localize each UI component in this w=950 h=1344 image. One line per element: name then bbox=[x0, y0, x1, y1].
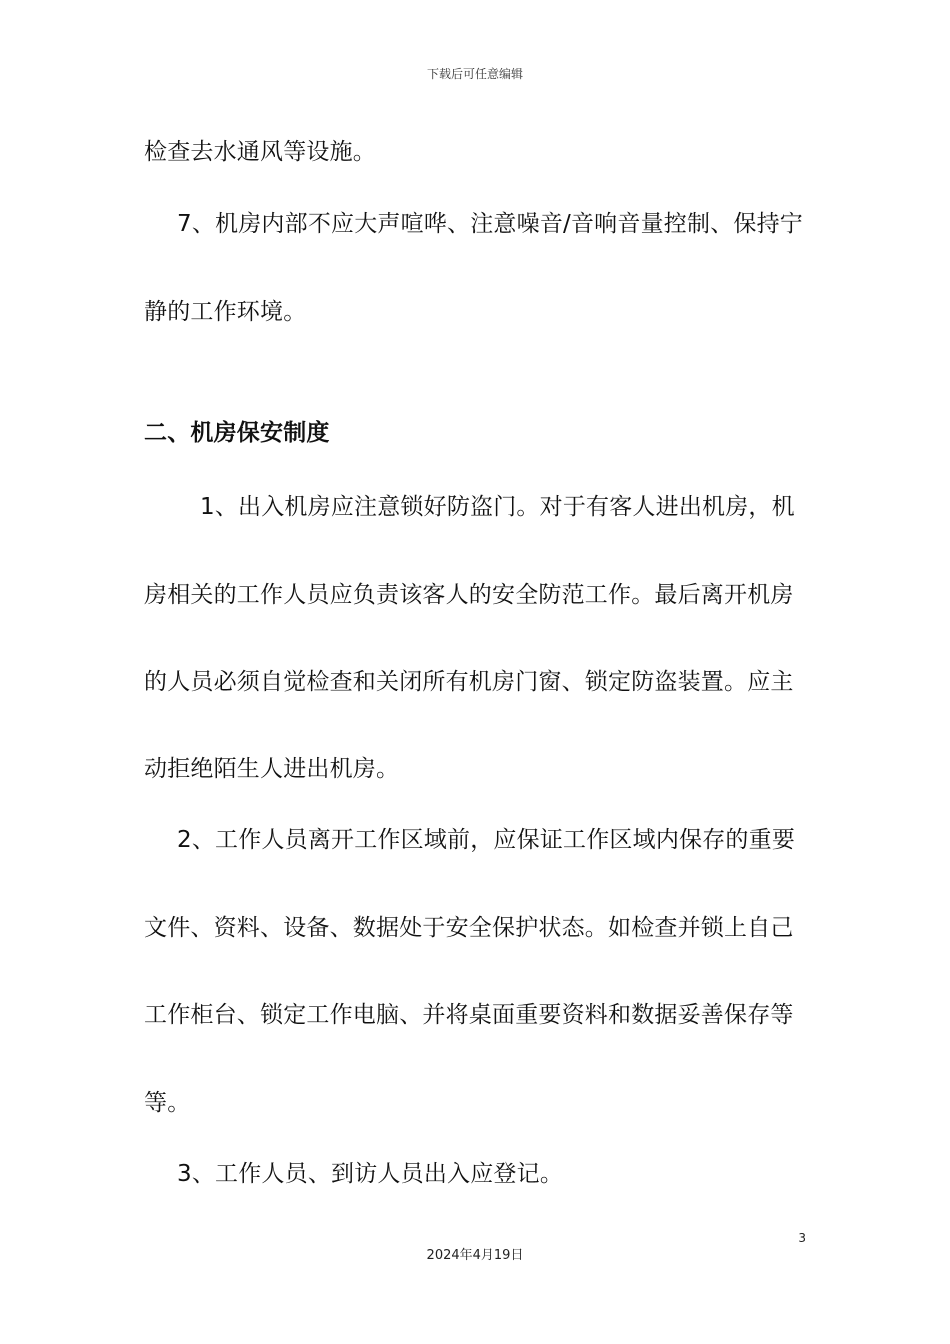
page-date: 2024年4月19日 bbox=[426, 1248, 524, 1263]
body-line-13: 3、工作人员、到访人员出入应登记。 bbox=[177, 1161, 564, 1187]
body-line-10: 文件、资料、设备、数据处于安全保护状态。如检查并锁上自己 bbox=[144, 915, 794, 941]
body-line-11: 工作柜台、锁定工作电脑、并将桌面重要资料和数据妥善保存等 bbox=[144, 1002, 794, 1028]
body-line-2: 7、机房内部不应大声喧哗、注意噪音/音响音量控制、保持宁 bbox=[177, 211, 803, 237]
page-number: 3 bbox=[798, 1231, 806, 1245]
page-header: 下载后可任意编辑 bbox=[426, 67, 523, 81]
body-line-12: 等。 bbox=[144, 1090, 191, 1116]
body-line-8: 动拒绝陌生人进出机房。 bbox=[144, 756, 400, 782]
body-line-9: 2、工作人员离开工作区域前，应保证工作区域内保存的重要 bbox=[177, 827, 796, 853]
body-line-3: 静的工作环境。 bbox=[144, 299, 307, 325]
section-heading: 二、机房保安制度 bbox=[144, 420, 330, 446]
body-line-5: 1、出入机房应注意锁好防盗门。对于有客人进出机房，机 bbox=[200, 494, 795, 520]
body-line-7: 的人员必须自觉检查和关闭所有机房门窗、锁定防盗装置。应主 bbox=[144, 669, 794, 695]
body-line-1: 检查去水通风等设施。 bbox=[144, 139, 376, 165]
body-line-6: 房相关的工作人员应负责该客人的安全防范工作。最后离开机房 bbox=[144, 582, 794, 608]
